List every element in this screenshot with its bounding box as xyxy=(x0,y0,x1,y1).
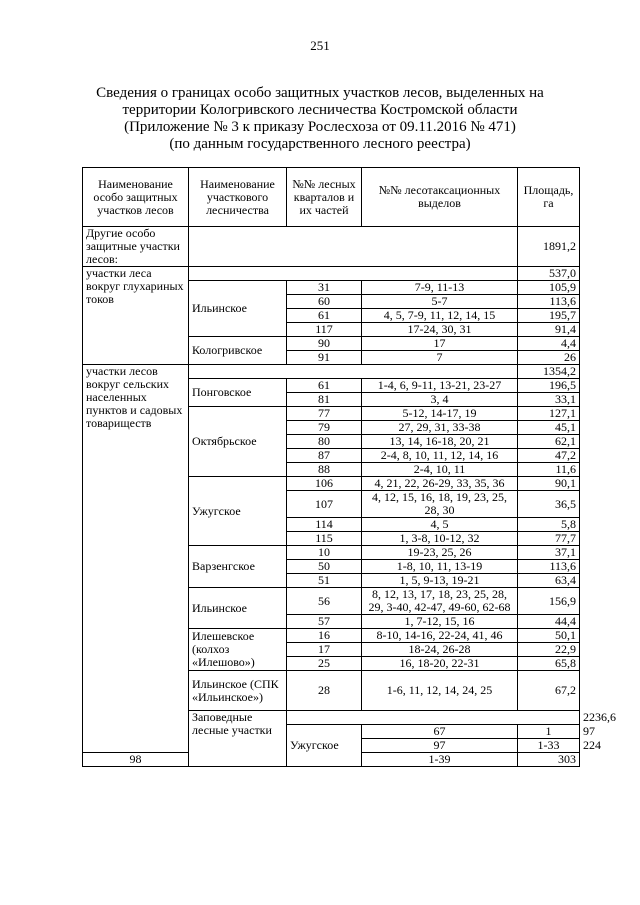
quarter-cell: 97 xyxy=(362,739,518,753)
quarter-cell: 115 xyxy=(287,532,362,546)
quarter-cell: 50 xyxy=(287,560,362,574)
protected-areas-table xyxy=(82,167,616,767)
allotment-cell: 3, 4 xyxy=(362,393,518,407)
area-cell: 44,4 xyxy=(518,615,580,629)
quarter-cell: 31 xyxy=(287,281,362,295)
quarter-cell: 77 xyxy=(287,407,362,421)
quarter-cell: 57 xyxy=(287,615,362,629)
area-cell: 127,1 xyxy=(518,407,580,421)
group-area: 537,0 xyxy=(518,267,580,281)
area-cell: 63,4 xyxy=(518,574,580,588)
title-line-2: территории Кологривского лесничества Костромской области xyxy=(122,102,518,118)
area-cell: 50,1 xyxy=(518,629,580,643)
allotment-cell: 16, 18-20, 22-31 xyxy=(362,657,518,671)
area-cell: 195,7 xyxy=(518,309,580,323)
allotment-cell: 17-24, 30, 31 xyxy=(362,323,518,337)
quarter-cell: 90 xyxy=(287,337,362,351)
area-cell: 156,9 xyxy=(518,588,580,615)
quarter-cell: 25 xyxy=(287,657,362,671)
quarter-cell: 79 xyxy=(287,421,362,435)
title-line-1: Сведения о границах особо защитных участков лесов, выделенных на xyxy=(96,85,544,101)
quarter-cell: 61 xyxy=(287,379,362,393)
allotment-cell: 2-4, 10, 11 xyxy=(362,463,518,477)
table-header-row xyxy=(83,168,580,227)
forestry-name: Ужугское xyxy=(287,725,362,767)
allotment-cell: 4, 21, 22, 26-29, 33, 35, 36 xyxy=(362,477,518,491)
allotment-cell: 27, 29, 31, 33-38 xyxy=(362,421,518,435)
area-cell: 22,9 xyxy=(518,643,580,657)
quarter-cell: 16 xyxy=(287,629,362,643)
area-cell: 65,8 xyxy=(518,657,580,671)
area-cell: 4,4 xyxy=(518,337,580,351)
group-name: Другие особо защитные участки лесов: xyxy=(83,227,189,267)
allotment-cell: 8-10, 14-16, 22-24, 41, 46 xyxy=(362,629,518,643)
forestry-name: Ужугское xyxy=(189,477,287,546)
group-name: участки лесов вокруг сельских населенных пунктов и садовых товариществ xyxy=(83,365,189,753)
allotment-cell: 1-39 xyxy=(362,753,518,767)
allotment-cell: 2-4, 8, 10, 11, 12, 14, 16 xyxy=(362,449,518,463)
quarter-cell: 81 xyxy=(287,393,362,407)
table-row: Заповедные лесные участки 2236,6 xyxy=(83,711,580,725)
allotment-cell: 13, 14, 16-18, 20, 21 xyxy=(362,435,518,449)
allotment-cell: 4, 5, 7-9, 11, 12, 14, 15 xyxy=(362,309,518,323)
quarter-cell: 51 xyxy=(287,574,362,588)
area-cell: 62,1 xyxy=(518,435,580,449)
allotment-cell: 7-9, 11-13 xyxy=(362,281,518,295)
quarter-cell: 67 xyxy=(362,725,518,739)
allotment-cell: 1, 7-12, 15, 16 xyxy=(362,615,518,629)
area-cell: 303 xyxy=(518,753,580,767)
area-cell: 33,1 xyxy=(518,393,580,407)
forestry-name: Понговское xyxy=(189,379,287,407)
table-row: Ужугское 67 1 97 xyxy=(83,725,580,739)
quarter-cell: 98 xyxy=(83,753,189,767)
area-cell: 26 xyxy=(518,351,580,365)
area-cell: 5,8 xyxy=(518,518,580,532)
area-cell: 36,5 xyxy=(518,491,580,518)
allotment-cell: 19-23, 25, 26 xyxy=(362,546,518,560)
allotment-cell: 5-7 xyxy=(362,295,518,309)
area-cell: 47,2 xyxy=(518,449,580,463)
allotment-cell: 7 xyxy=(362,351,518,365)
area-cell: 77,7 xyxy=(518,532,580,546)
quarter-cell: 28 xyxy=(287,671,362,711)
allotment-cell: 1 xyxy=(518,725,580,739)
area-cell: 105,9 xyxy=(518,281,580,295)
title-line-3: (Приложение № 3 к приказу Рослесхоза от 09.11.2016 № 471) xyxy=(124,119,516,135)
page-number: 251 xyxy=(310,38,330,53)
allotment-cell: 8, 12, 13, 17, 18, 23, 25, 28, 29, 3-40, 42-47, 49-60, 62-68 xyxy=(362,588,518,615)
allotment-cell: 1-33 xyxy=(518,739,580,753)
document-title xyxy=(60,85,580,153)
header-area: Площадь, га xyxy=(518,168,580,227)
allotment-cell: 1-4, 6, 9-11, 13-21, 23-27 xyxy=(362,379,518,393)
forestry-name: Октябрьское xyxy=(189,407,287,477)
title-line-4: (по данным государственного лесного реестра) xyxy=(169,136,471,152)
quarter-cell: 80 xyxy=(287,435,362,449)
area-cell: 113,6 xyxy=(518,295,580,309)
allotment-cell: 4, 5 xyxy=(362,518,518,532)
group-name: Заповедные лесные участки xyxy=(189,711,287,767)
allotment-cell: 18-24, 26-28 xyxy=(362,643,518,657)
allotment-cell: 1, 3-8, 10-12, 32 xyxy=(362,532,518,546)
quarter-cell: 106 xyxy=(287,477,362,491)
forestry-name: Илешевское (колхоз «Илешово») xyxy=(189,629,287,671)
quarter-cell: 88 xyxy=(287,463,362,477)
quarter-cell: 60 xyxy=(287,295,362,309)
quarter-cell: 91 xyxy=(287,351,362,365)
forestry-name: Варзенгское xyxy=(189,546,287,588)
forestry-name: Кологривское xyxy=(189,337,287,365)
quarter-cell: 10 xyxy=(287,546,362,560)
forestry-name: Ильинское xyxy=(189,588,287,629)
allotment-cell: 1-6, 11, 12, 14, 24, 25 xyxy=(362,671,518,711)
allotment-cell: 17 xyxy=(362,337,518,351)
forestry-name: Ильинское (СПК «Ильинское») xyxy=(189,671,287,711)
group-name: участки леса вокруг глухариных токов xyxy=(83,267,189,365)
quarter-cell: 114 xyxy=(287,518,362,532)
quarter-cell: 56 xyxy=(287,588,362,615)
quarter-cell: 17 xyxy=(287,643,362,657)
header-forestry: Наименование участкового лесничества xyxy=(189,168,287,227)
allotment-cell: 5-12, 14-17, 19 xyxy=(362,407,518,421)
area-cell: 37,1 xyxy=(518,546,580,560)
table-row: 97 1-33 224 xyxy=(83,739,580,753)
table-row xyxy=(83,267,580,281)
header-allotments: №№ лесотаксационных выделов xyxy=(362,168,518,227)
area-cell: 67,2 xyxy=(518,671,580,711)
area-cell: 90,1 xyxy=(518,477,580,491)
forestry-name: Ильинское xyxy=(189,281,287,337)
header-quarters: №№ лесных кварталов и их частей xyxy=(287,168,362,227)
area-cell: 113,6 xyxy=(518,560,580,574)
quarter-cell: 107 xyxy=(287,491,362,518)
area-cell: 91,4 xyxy=(518,323,580,337)
allotment-cell: 1, 5, 9-13, 19-21 xyxy=(362,574,518,588)
quarter-cell: 61 xyxy=(287,309,362,323)
quarter-cell: 87 xyxy=(287,449,362,463)
table-row xyxy=(83,365,580,379)
area-cell: 11,6 xyxy=(518,463,580,477)
table-row xyxy=(83,227,580,267)
allotment-cell: 1-8, 10, 11, 13-19 xyxy=(362,560,518,574)
allotment-cell: 4, 12, 15, 16, 18, 19, 23, 25, 28, 30 xyxy=(362,491,518,518)
group-area: 1354,2 xyxy=(518,365,580,379)
area-cell: 196,5 xyxy=(518,379,580,393)
group-area: 1891,2 xyxy=(518,227,580,267)
area-cell: 45,1 xyxy=(518,421,580,435)
header-protected-area: Наименование особо защитных участков лесов xyxy=(83,168,189,227)
quarter-cell: 117 xyxy=(287,323,362,337)
